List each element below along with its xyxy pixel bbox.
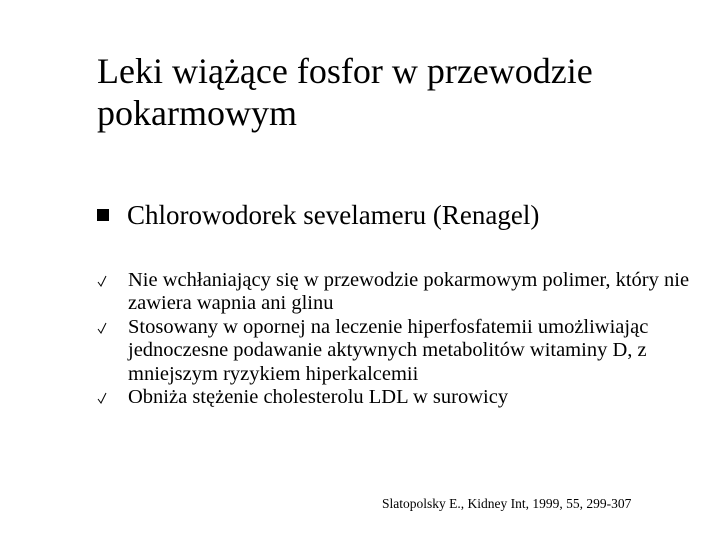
square-bullet-icon [97, 209, 109, 221]
checkmark-icon [97, 275, 107, 287]
sub-bullet-item [97, 316, 697, 386]
sub-bullet-text: Nie wchłaniający się w przewodzie pokarmowym polimer, który nie zawiera wapnia ani glinu [128, 269, 690, 315]
checkmark-icon [97, 392, 107, 404]
sub-bullet-text: Stosowany w opornej na leczenie hiperfosfatemii umożliwiając jednoczesne podawanie aktywnych metabolitów witaminy D, z mniejszym ryzykiem hiperkalcemii [128, 315, 649, 385]
sub-bullet-item [97, 269, 697, 316]
checkmark-icon [97, 322, 107, 334]
main-bullet [97, 198, 539, 232]
slide-title: Leki wiążące fosfor w przewodzie pokarmowym [97, 51, 593, 133]
citation: Slatopolsky E., Kidney Int, 1999, 55, 299-307 [382, 496, 632, 511]
sub-bullet-list [97, 269, 697, 409]
main-bullet-text: Chlorowodorek sevelameru (Renagel) [127, 200, 540, 230]
sub-bullet-text: Obniża stężenie cholesterolu LDL w surowicy [128, 386, 509, 409]
sub-bullet-item [97, 386, 697, 409]
